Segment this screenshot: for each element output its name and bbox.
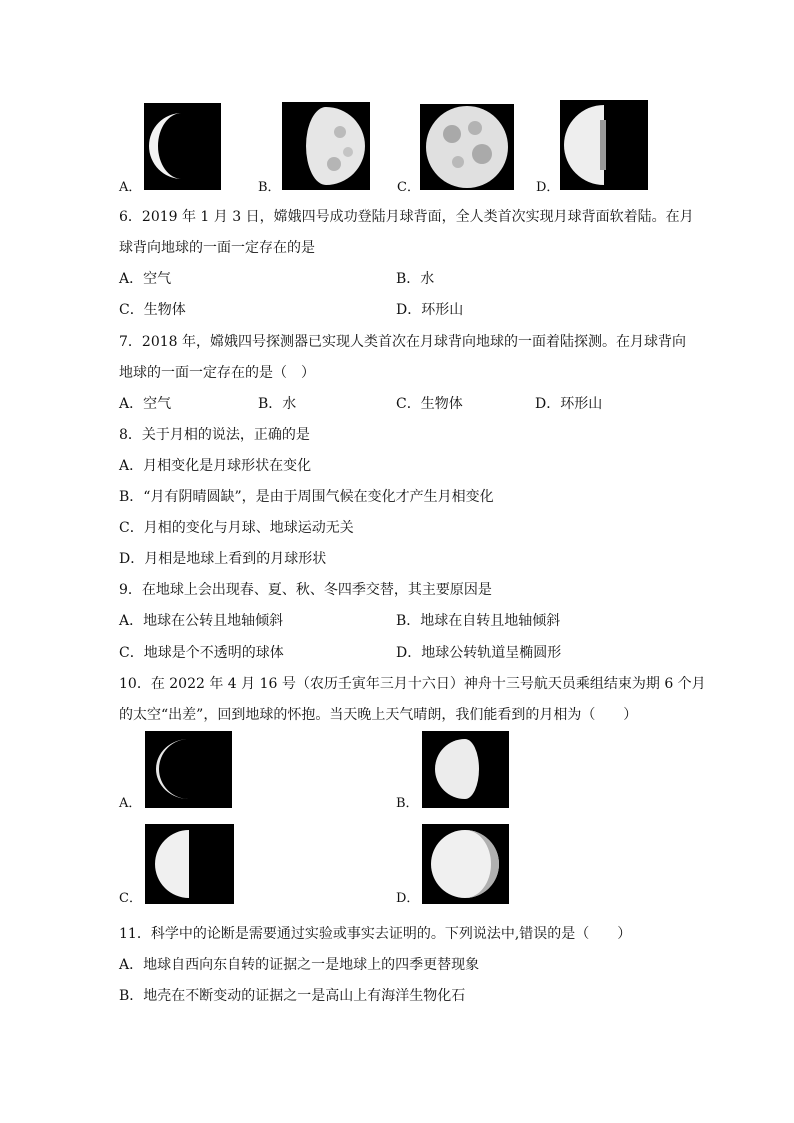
q11-option-b: B．地壳在不断变动的证据之一是高山上有海洋生物化石 bbox=[119, 988, 466, 1004]
q7-option-d: D．环形山 bbox=[535, 396, 603, 412]
q5-option-c-image bbox=[420, 104, 514, 190]
q6-option-d: D．环形山 bbox=[396, 302, 464, 318]
q8-option-c: C．月相的变化与月球、地球运动无关 bbox=[119, 520, 354, 536]
q6-stem-line1: 6．2019 年 1 月 3 日，嫦娥四号成功登陆月球背面，全人类首次实现月球背面软着陆。在月 bbox=[119, 209, 694, 225]
q10-option-d-image bbox=[422, 824, 509, 904]
q10-option-a-label: A． bbox=[119, 796, 142, 811]
q7-stem-line1: 7．2018 年，嫦娥四号探测器已实现人类首次在月球背向地球的一面着陆探测。在月球背向 bbox=[119, 334, 686, 350]
q5-option-a-image bbox=[144, 103, 221, 190]
q6-option-c: C．生物体 bbox=[119, 302, 186, 318]
q8-option-b: B．“月有阴晴圆缺”，是由于周围气候在变化才产生月相变化 bbox=[119, 489, 494, 505]
q10-option-c-image bbox=[145, 824, 234, 904]
q10-stem-line2: 的太空“出差”，回到地球的怀抱。当天晚上天气晴朗，我们能看到的月相为（ ） bbox=[119, 707, 638, 723]
q5-option-b-image bbox=[282, 102, 370, 190]
q7-option-a: A．空气 bbox=[119, 396, 172, 412]
q10-option-b-label: B． bbox=[396, 796, 419, 811]
q5-option-d-image bbox=[560, 100, 648, 190]
q10-stem-line1: 10．在 2022 年 4 月 16 号（农历壬寅年三月十六日）神舟十三号航天员乘组结束为期 6 个月 bbox=[119, 676, 706, 692]
q10-option-a-image bbox=[145, 731, 232, 808]
q8-stem: 8．关于月相的说法，正确的是 bbox=[119, 427, 310, 443]
q9-option-d: D．地球公转轨道呈椭圆形 bbox=[396, 645, 562, 661]
q8-option-d: D．月相是地球上看到的月球形状 bbox=[119, 551, 327, 567]
q10-option-b-image bbox=[422, 731, 509, 808]
q5-option-a-label: A． bbox=[119, 180, 142, 195]
q7-option-b: B．水 bbox=[258, 396, 297, 412]
q11-option-a: A．地球自西向东自转的证据之一是地球上的四季更替现象 bbox=[119, 957, 480, 973]
q5-option-d-label: D． bbox=[536, 180, 560, 195]
q10-option-c-label: C． bbox=[119, 891, 142, 906]
q8-option-a: A．月相变化是月球形状在变化 bbox=[119, 458, 312, 474]
q9-option-b: B．地球在自转且地轴倾斜 bbox=[396, 613, 561, 629]
q5-option-b-label: B． bbox=[258, 180, 281, 195]
q9-option-c: C．地球是个不透明的球体 bbox=[119, 645, 284, 661]
q7-stem-line2: 地球的一面一定存在的是（ ） bbox=[119, 365, 315, 381]
q6-option-a: A．空气 bbox=[119, 271, 172, 287]
q6-stem-line2: 球背向地球的一面一定存在的是 bbox=[119, 240, 315, 256]
q10-option-d-label: D． bbox=[396, 891, 420, 906]
q6-option-b: B．水 bbox=[396, 271, 435, 287]
q5-option-c-label: C． bbox=[397, 180, 420, 195]
q9-option-a: A．地球在公转且地轴倾斜 bbox=[119, 613, 284, 629]
q7-option-c: C．生物体 bbox=[396, 396, 463, 412]
q9-stem: 9．在地球上会出现春、夏、秋、冬四季交替，其主要原因是 bbox=[119, 582, 492, 598]
q11-stem: 11．科学中的论断是需要通过实验或事实去证明的。下列说法中,错误的是（ ） bbox=[119, 926, 632, 942]
